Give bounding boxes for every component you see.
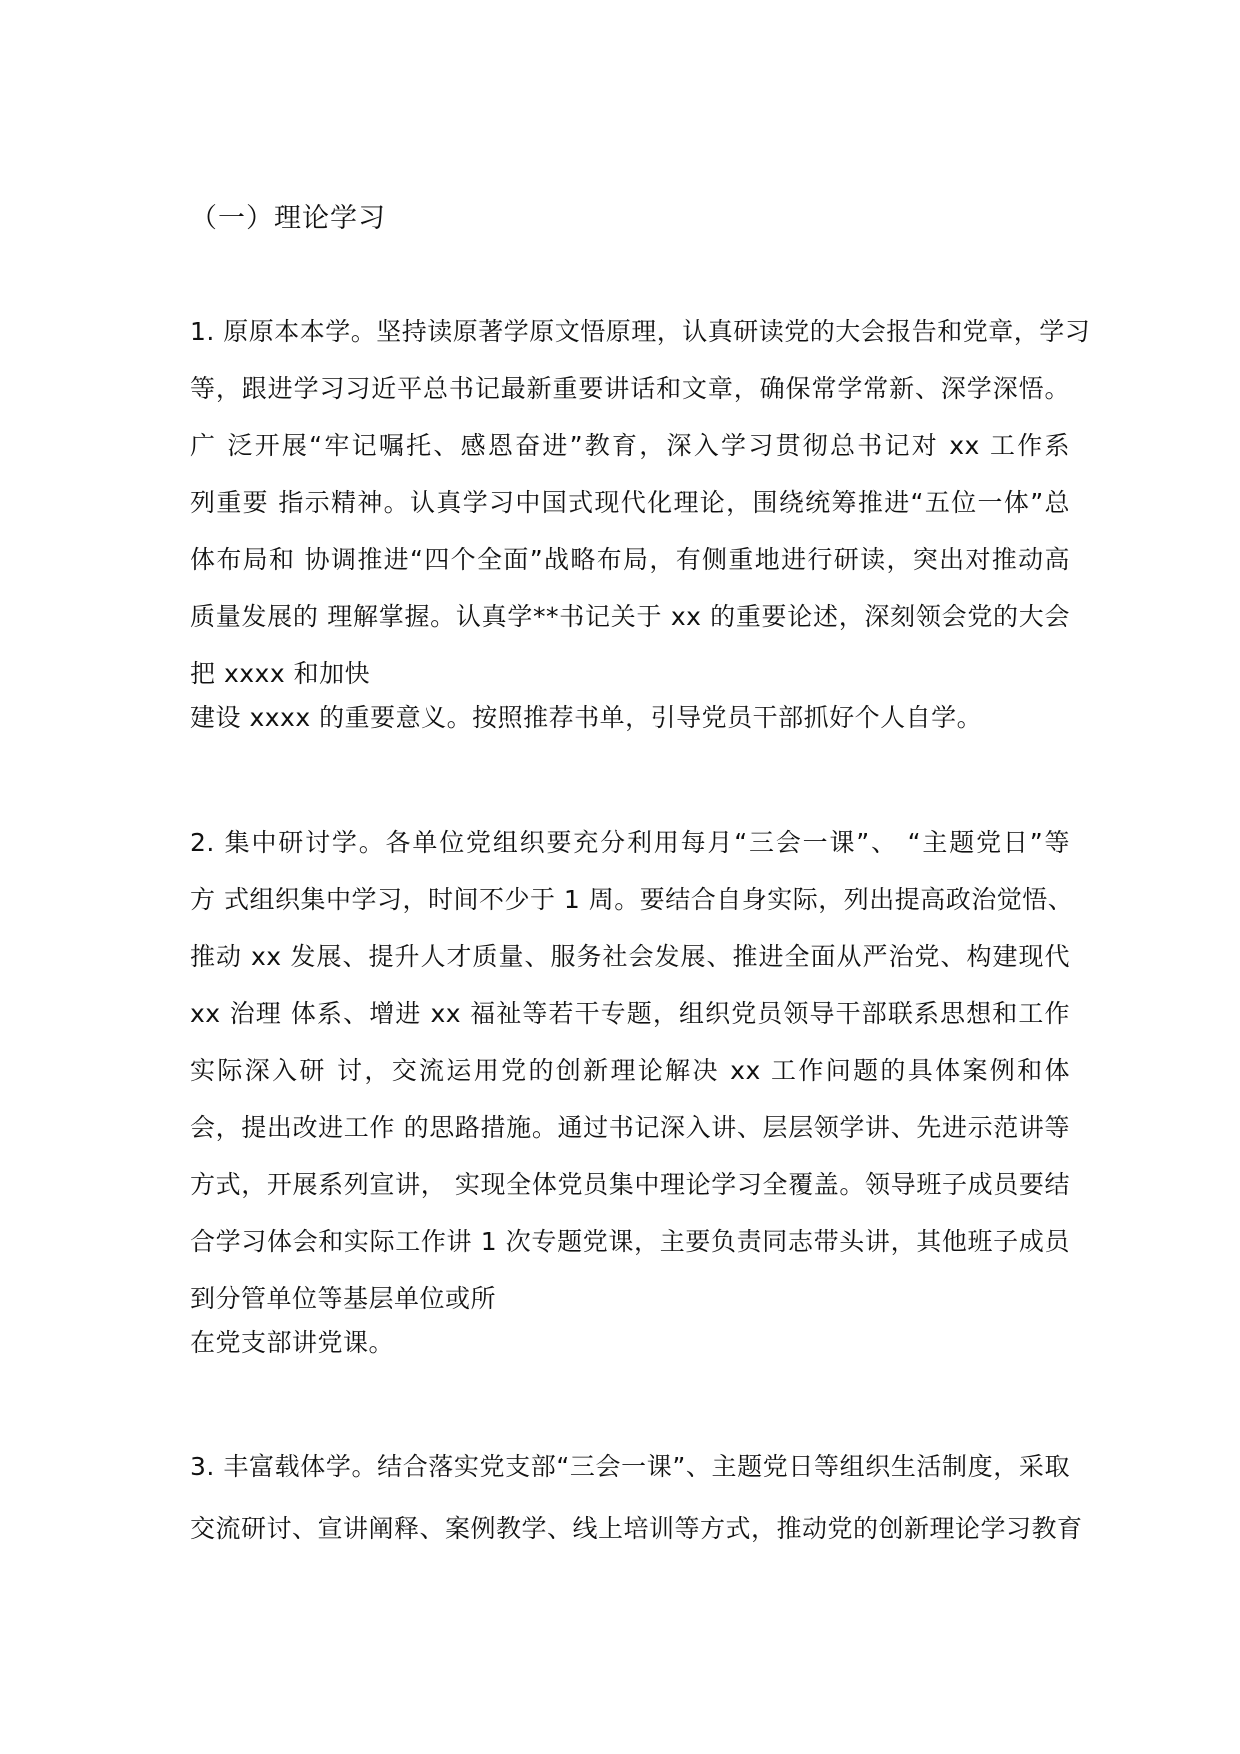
- text-line: 3. 丰富载体学。结合落实党支部“三会一课”、主题党日等组织生活制度，采取: [190, 1452, 1070, 1481]
- text-line: xx 治理 体系、增进 xx 福祉等若干专题，组织党员领导干部联系思想和工作: [190, 999, 1070, 1028]
- paragraph-diverse-carriers: [190, 1450, 1083, 1574]
- text-line: 实际深入研 讨，交流运用党的创新理论解决 xx 工作问题的具体案例和体: [190, 1056, 1070, 1085]
- text-line: 合学习体会和实际工作讲 1 次专题党课，主要负责同志带头讲，其他班子成员: [190, 1227, 1070, 1256]
- text-line: 体布局和 协调推进“四个全面”战略布局，有侧重地进行研读，突出对推动高: [190, 545, 1070, 574]
- text-line: 交流研讨、宣讲阐释、案例教学、线上培训等方式，推动党的创新理论学习教育: [190, 1514, 1083, 1543]
- text-line: 1. 原原本本学。坚持读原著学原文悟原理，认真研读党的大会报告和党章，学习: [190, 317, 1091, 346]
- text-line: 会，提出改进工作 的思路措施。通过书记深入讲、层层领学讲、先进示范讲等: [190, 1113, 1070, 1142]
- text-line: 广 泛开展“牢记嘱托、感恩奋进”教育，深入学习贯彻总书记对 xx 工作系: [190, 431, 1070, 460]
- text-line: 质量发展的 理解掌握。认真学**书记关于 xx 的重要论述，深刻领会党的大会: [190, 602, 1070, 631]
- paragraph-original-study: [190, 315, 1091, 758]
- text-line: 建设 xxxx 的重要意义。按照推荐书单，引导党员干部抓好个人自学。: [190, 703, 983, 732]
- text-line: 方 式组织集中学习，时间不少于 1 周。要结合自身实际，列出提高政治觉悟、: [190, 885, 1074, 914]
- text-line: 在党支部讲党课。: [190, 1328, 395, 1357]
- text-line: 等，跟进学习习近平总书记最新重要讲话和文章，确保常学常新、深学深悟。: [190, 374, 1070, 403]
- section-heading: （一）理论学习: [190, 203, 386, 234]
- text-line: 到分管单位等基层单位或所: [190, 1284, 497, 1313]
- text-line: 方式，开展系列宣讲， 实现全体党员集中理论学习全覆盖。领导班子成员要结: [190, 1170, 1070, 1199]
- text-line: 推动 xx 发展、提升人才质量、服务社会发展、推进全面从严治党、构建现代: [190, 942, 1070, 971]
- text-line: 2. 集中研讨学。各单位党组织要充分利用每月“三会一课”、 “主题党日”等: [190, 828, 1070, 857]
- text-line: 列重要 指示精神。认真学习中国式现代化理论，围绕统筹推进“五位一体”总: [190, 488, 1070, 517]
- paragraph-group-discussion: [190, 826, 1074, 1383]
- text-line: 把 xxxx 和加快: [190, 659, 371, 688]
